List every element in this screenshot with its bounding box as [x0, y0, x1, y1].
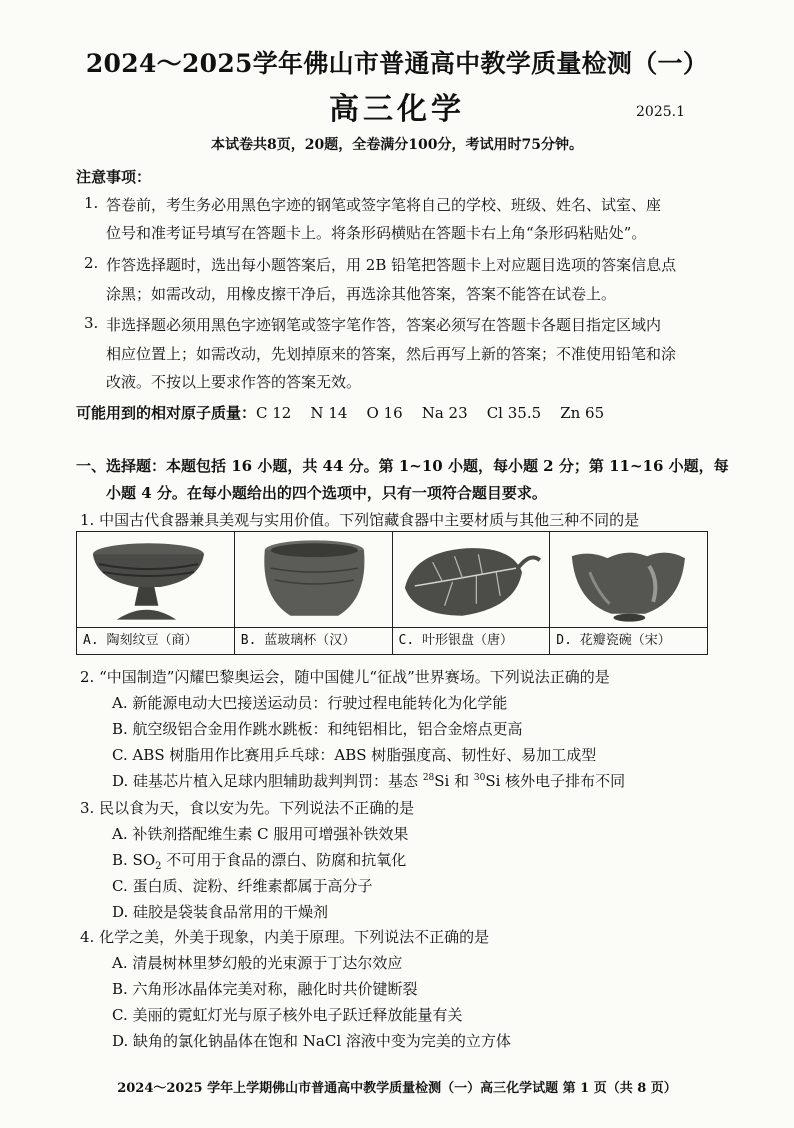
q1-option-c: C. 叶形银盘（唐） — [393, 627, 550, 654]
q4-option-a: A. 清晨树林里梦幻般的光束源于丁达尔效应 — [112, 954, 403, 972]
q1-option-d: D. 花瓣瓷碗（宋） — [550, 627, 707, 654]
notice-num: 2. — [84, 254, 99, 272]
q1-image-table — [76, 531, 708, 655]
q2-d-mass-28: 28 — [422, 773, 435, 783]
notice-line: 答卷前，考生务必用黑色字迹的钢笔或签字笔将自己的学校、班级、姓名、试室、座 — [106, 196, 662, 214]
section-heading: 一、选择题：本题包括 16 小题，共 44 分。第 1~10 小题，每小题 2 分；第 11~16 小题，每 — [76, 457, 729, 475]
notice-num: 3. — [84, 314, 99, 332]
pottery-dou-image — [77, 532, 234, 628]
q4-option-b: B. 六角形冰晶体完美对称，融化时共价键断裂 — [112, 980, 418, 998]
exam-date: 2025.1 — [636, 104, 685, 120]
subject-title: 高三化学 — [329, 92, 465, 127]
q2-d-text-1: D. 硅基芯片植入足球内胆辅助裁判判罚：基态 — [112, 772, 423, 790]
q2-option-c: C. ABS 树脂用作比赛用乒乓球：ABS 树脂强度高、韧性好、易加工成型 — [112, 746, 597, 764]
q4-option-d: D. 缺角的氯化钠晶体在饱和 NaCl 溶液中变为完美的立方体 — [112, 1032, 511, 1050]
notice-line: 涂黑；如需改动，用橡皮擦干净后，再选涂其他答案，答案不能答在试卷上。 — [106, 285, 617, 303]
q2-option-b: B. 航空级铝合金用作跳水跳板：和纯铝相比，铝合金熔点更高 — [112, 720, 523, 738]
q1-option-c-cell — [393, 532, 551, 654]
silver-leaf-plate-image — [393, 532, 550, 628]
glass-cup-image — [235, 532, 392, 628]
q3-b-text-2: 不可用于食品的漂白、防腐和抗氧化 — [161, 851, 407, 869]
atomic-masses-values: C 12 N 14 O 16 Na 23 Cl 35.5 Zn 65 — [256, 404, 605, 422]
q3-option-a: A. 补铁剂搭配维生素 C 服用可增强补铁效果 — [112, 825, 409, 843]
q3-option-c: C. 蛋白质、淀粉、纤维素都属于高分子 — [112, 877, 373, 895]
notice-num: 1. — [84, 194, 99, 212]
page-footer: 2024～2025 学年上学期佛山市普通高中教学质量检测（一）高三化学试题 第 1 页（共 8 页） — [117, 1081, 677, 1096]
porcelain-bowl-image — [550, 532, 707, 628]
notice-line: 位号和准考证号填写在答题卡上。将条形码横贴在答题卡右上角“条形码粘贴处”。 — [106, 224, 647, 242]
section-heading-cont: 小题 4 分。在每小题给出的四个选项中，只有一项符合题目要求。 — [106, 484, 547, 502]
q1-option-d-cell — [550, 532, 707, 654]
notice-line: 作答选择题时，选出每小题答案后，用 2B 铅笔把答题卡上对应题目选项的答案信息点 — [106, 256, 677, 274]
atomic-masses-label: 可能用到的相对原子质量： — [76, 404, 257, 422]
notice-line: 改液。不按以上要求作答的答案无效。 — [106, 373, 362, 391]
q3-option-b — [112, 849, 406, 872]
notice-heading: 注意事项： — [76, 168, 152, 186]
notice-line: 相应位置上；如需改动，先划掉原来的答案，然后再写上新的答案；不准使用铅笔和涂 — [106, 345, 677, 363]
atomic-masses — [76, 402, 604, 423]
q3-b-text-1: B. SO — [112, 851, 156, 869]
q1-option-a: A. 陶刻纹豆（商） — [77, 627, 234, 654]
q1-option-a-cell — [77, 532, 235, 654]
q3-option-d: D. 硅胶是袋装食品常用的干燥剂 — [112, 903, 329, 921]
question-1-stem: 1. 中国古代食器兼具美观与实用价值。下列馆藏食器中主要材质与其他三种不同的是 — [80, 511, 640, 529]
q4-option-c: C. 美丽的霓虹灯光与原子核外电子跃迁释放能量有关 — [112, 1006, 463, 1024]
q1-option-b: B. 蓝玻璃杯（汉） — [235, 627, 392, 654]
notice-line: 非选择题必须用黑色字迹钢笔或签字笔作答，答案必须写在答题卡各题目指定区域内 — [106, 316, 662, 334]
question-4-stem: 4. 化学之美，外美于现象，内美于原理。下列说法不正确的是 — [80, 928, 490, 946]
exam-title: 2024～2025学年佛山市普通高中教学质量检测（一） — [85, 49, 709, 78]
q2-option-d — [112, 770, 625, 791]
question-2-stem: 2. “中国制造”闪耀巴黎奥运会，随中国健儿“征战”世界赛场。下列说法正确的是 — [80, 668, 610, 686]
exam-info: 本试卷共8页，20题，全卷满分100分，考试用时75分钟。 — [211, 137, 583, 153]
question-3-stem: 3. 民以食为天，食以安为先。下列说法不正确的是 — [80, 799, 415, 817]
q2-option-a: A. 新能源电动大巴接送运动员：行驶过程电能转化为化学能 — [112, 694, 508, 712]
q2-d-mass-30: 30 — [473, 773, 486, 783]
q3-b-subscript: 2 — [155, 861, 162, 872]
q2-d-text-2: Si 和 — [434, 772, 474, 790]
q2-d-text-3: Si 核外电子排布不同 — [485, 772, 626, 790]
q1-option-b-cell — [235, 532, 393, 654]
